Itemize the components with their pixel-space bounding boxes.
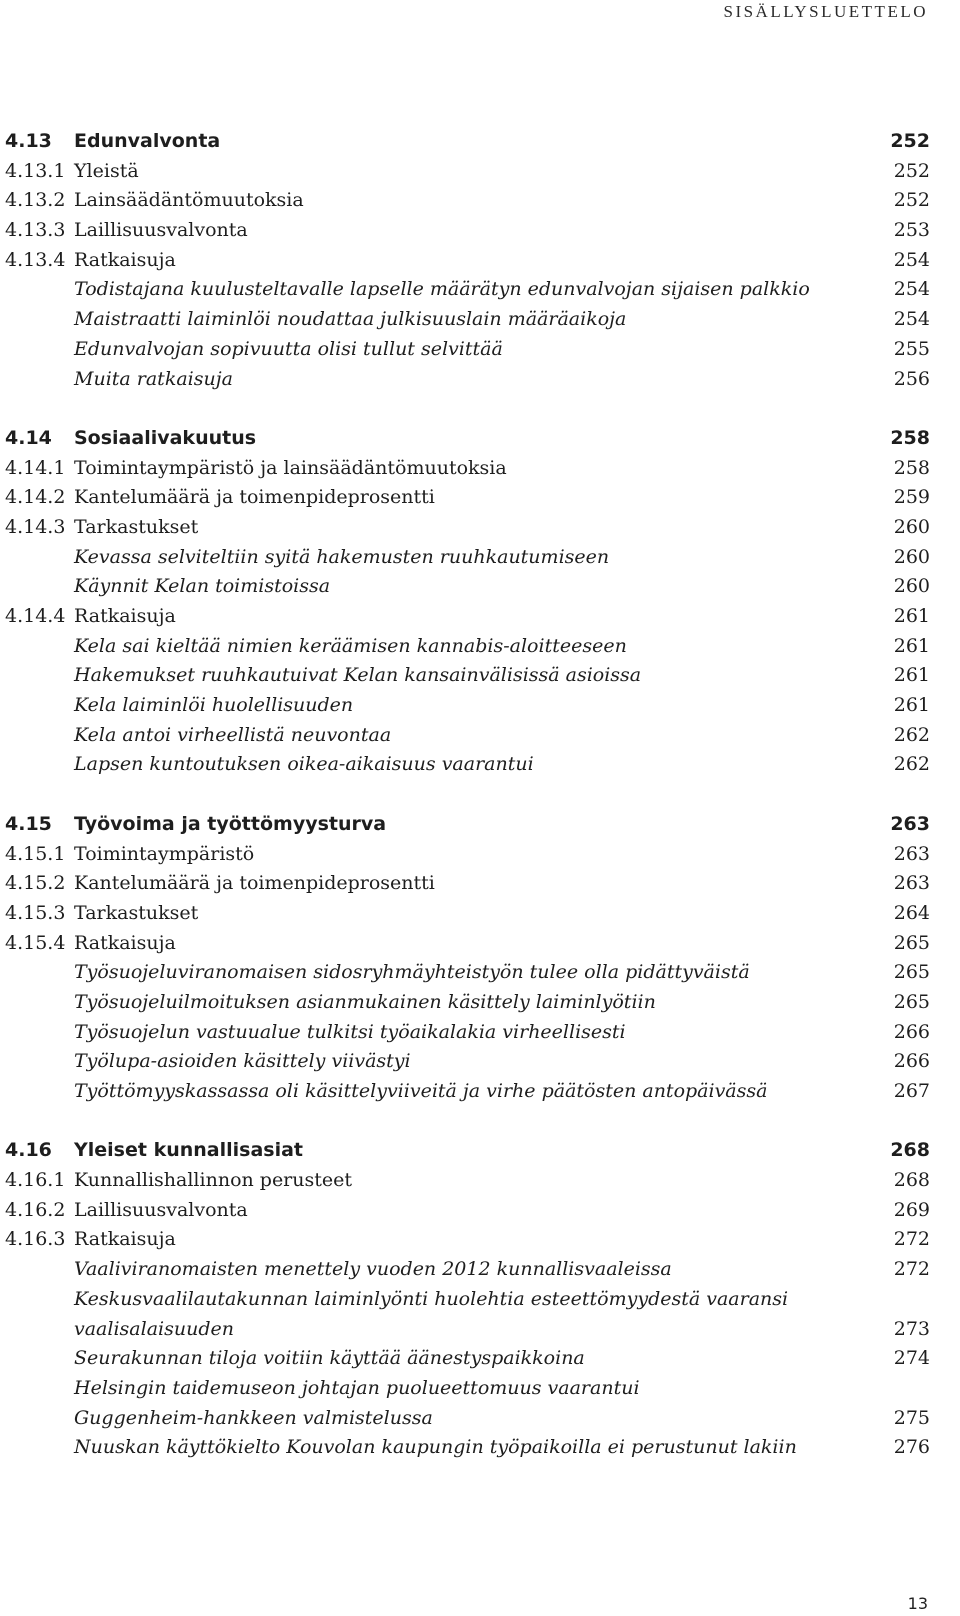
toc-title: Kela laiminlöi huolellisuuden [74,694,354,717]
toc-title: Edunvalvonta [74,130,221,152]
toc-item-row [5,1374,930,1404]
toc-title: Helsingin taidemuseon johtajan puolueettomuus vaarantui [74,1376,640,1399]
toc-page-number: 262 [893,723,930,746]
toc-title: Yleiset kunnallisasiat [74,1139,303,1162]
toc-page-number: 261 [893,694,930,717]
toc-item-row [5,1285,930,1315]
toc-item-row [5,335,930,365]
toc-number: 4.16.2 [5,1198,66,1221]
toc-title: Kela antoi virheellistä neuvontaa [74,723,392,746]
toc-page-number: 273 [893,1317,930,1340]
toc-page-number: 260 [893,575,930,598]
toc-sub-row [5,869,930,899]
toc-title: Tarkastukset [74,515,199,538]
toc-title: Ratkaisuja [74,605,176,627]
toc-page-number: 261 [893,664,930,687]
toc-item-row [5,1404,930,1434]
toc-title: Lainsäädäntömuutoksia [74,189,304,212]
toc-title: Hakemukset ruuhkautuivat Kelan kansainvälisissä asioissa [74,664,642,687]
toc-page-number: 258 [893,456,930,479]
toc-number: 4.14.4 [5,605,66,627]
table-of-contents [5,127,930,1463]
toc-item-row [5,691,930,721]
toc-page-number: 275 [893,1406,930,1429]
toc-title: Kantelumäärä ja toimenpideprosentti [74,872,435,895]
toc-title: Maistraatti laiminlöi noudattaa julkisuuslain määräaikoja [74,308,627,331]
toc-title: Laillisuusvalvonta [74,1198,248,1221]
toc-number: 4.15.2 [5,872,66,895]
toc-page-number: 254 [893,308,930,331]
toc-page-number: 259 [893,486,930,509]
toc-item-row [5,750,930,780]
toc-number: 4.16.3 [5,1228,66,1251]
toc-title: Seurakunnan tiloja voitiin käyttää äänestyspaikkoina [74,1347,585,1370]
toc-page-number: 256 [893,367,930,390]
toc-item-row [5,721,930,751]
toc-page-number: 253 [893,219,930,242]
toc-number: 4.14.2 [5,486,66,509]
toc-gap [5,780,930,810]
toc-item-row [5,1344,930,1374]
toc-sub-row [5,899,930,929]
toc-page-number: 265 [893,990,930,1013]
toc-item-row [5,1018,930,1048]
toc-page-number: 265 [893,931,930,954]
toc-number: 4.14.1 [5,456,66,479]
toc-title: Ratkaisuja [74,931,176,954]
toc-page-number: 263 [890,812,930,835]
toc-number: 4.14 [5,426,52,449]
toc-sub-row [5,216,930,246]
toc-number: 4.16 [5,1139,52,1162]
toc-page-number: 267 [893,1080,930,1102]
toc-title: Toimintaympäristö ja lainsäädäntömuutoksia [74,456,507,479]
toc-title: Edunvalvojan sopivuutta olisi tullut selvittää [74,337,503,360]
toc-page-number: 268 [890,1139,930,1162]
toc-item-row [5,305,930,335]
toc-sub-row [5,186,930,216]
toc-page-number: 261 [893,605,930,627]
toc-page-number: 255 [893,337,930,360]
toc-page-number: 260 [893,545,930,568]
toc-page-number: 252 [893,159,930,182]
toc-page-number: 269 [893,1198,930,1221]
toc-page-number: 272 [893,1228,930,1251]
toc-number: 4.15.3 [5,901,66,924]
toc-item-row [5,572,930,602]
toc-page-number: 264 [893,901,930,924]
toc-title: Toimintaympäristö [74,842,255,865]
toc-sub-row [5,513,930,543]
toc-number: 4.13.2 [5,189,66,212]
toc-section-row [5,424,930,454]
toc-item-row [5,1077,930,1107]
toc-number: 4.14.3 [5,515,66,538]
toc-page-number: 263 [893,842,930,865]
toc-item-row [5,365,930,395]
toc-page-number: 254 [893,278,930,301]
toc-page-number: 272 [893,1258,930,1281]
toc-item-row [5,661,930,691]
toc-title: Työlupa-asioiden käsittely viivästyi [74,1050,411,1073]
toc-number: 4.15 [5,812,52,835]
toc-title: Työttömyyskassassa oli käsittelyviiveitä ja virhe päätösten antopäivässä [74,1080,768,1102]
toc-title: Muita ratkaisuja [74,367,233,390]
toc-title: Tarkastukset [74,901,199,924]
toc-title: Työsuojeluilmoituksen asianmukainen käsittely laiminlyötiin [74,990,656,1013]
toc-page-number: 266 [893,1050,930,1073]
toc-page-number: 260 [893,515,930,538]
toc-title: Kevassa selviteltiin syitä hakemusten ruuhkautumiseen [74,545,610,568]
toc-sub-row [5,1225,930,1255]
toc-title: Sosiaalivakuutus [74,426,257,449]
toc-title: Keskusvaalilautakunnan laiminlyönti huolehtia esteettömyydestä vaaransi [74,1287,789,1310]
toc-section-row [5,127,930,157]
toc-number: 4.13 [5,130,52,152]
toc-number: 4.13.3 [5,219,66,242]
toc-title: Laillisuusvalvonta [74,219,248,242]
toc-number: 4.15.4 [5,931,66,954]
toc-number: 4.13.4 [5,248,66,271]
toc-page-number: 254 [893,248,930,271]
toc-item-row [5,988,930,1018]
toc-sub-row [5,483,930,513]
toc-page-number: 263 [893,872,930,895]
toc-title: Kunnallishallinnon perusteet [74,1169,353,1192]
toc-title: Työsuojelun vastuualue tulkitsi työaikalakia virheellisesti [74,1020,626,1043]
toc-title: Ratkaisuja [74,1228,176,1251]
toc-page-number: 274 [893,1347,930,1370]
toc-page-number: 276 [893,1436,930,1459]
toc-sub-row [5,602,930,632]
toc-number: 4.15.1 [5,842,66,865]
toc-sub-row [5,454,930,484]
toc-number: 4.13.1 [5,159,66,182]
toc-item-row [5,275,930,305]
toc-item-row [5,1315,930,1345]
toc-item-row [5,543,930,573]
toc-page-number: 261 [893,634,930,657]
toc-page-number: 268 [893,1169,930,1192]
toc-title: Kantelumäärä ja toimenpideprosentti [74,486,435,509]
toc-title: Ratkaisuja [74,248,176,271]
toc-page-number: 252 [890,130,930,152]
toc-page-number: 265 [893,961,930,984]
toc-title: Guggenheim-hankkeen valmistelussa [74,1406,433,1429]
toc-sub-row [5,157,930,187]
toc-item-row [5,632,930,662]
toc-item-row [5,1047,930,1077]
toc-gap [5,394,930,424]
running-head: SISÄLLYSLUETTELO [723,2,928,21]
toc-sub-row [5,1196,930,1226]
toc-page-number: 258 [890,426,930,449]
toc-title: Vaaliviranomaisten menettely vuoden 2012 kunnallisvaaleissa [74,1258,672,1281]
toc-title: Todistajana kuulusteltavalle lapselle määrätyn edunvalvojan sijaisen palkkio [74,278,810,301]
toc-sub-row [5,246,930,276]
toc-page-number: 266 [893,1020,930,1043]
toc-title: Työsuojeluviranomaisen sidosryhmäyhteistyön tulee olla pidättyväistä [74,961,750,984]
toc-sub-row [5,1166,930,1196]
toc-sub-row [5,929,930,959]
toc-title: Lapsen kuntoutuksen oikea-aikaisuus vaarantui [74,753,534,776]
toc-item-row [5,1433,930,1463]
toc-number: 4.16.1 [5,1169,66,1192]
toc-gap [5,1107,930,1137]
toc-title: Työvoima ja työttömyysturva [74,812,387,835]
toc-title: Nuuskan käyttökielto Kouvolan kaupungin työpaikoilla ei perustunut lakiin [74,1436,797,1459]
toc-title: vaalisalaisuuden [74,1317,234,1340]
toc-title: Yleistä [74,159,139,182]
toc-title: Kela sai kieltää nimien keräämisen kannabis-aloitteeseen [74,634,627,657]
toc-section-row [5,1136,930,1166]
toc-sub-row [5,840,930,870]
toc-page-number: 252 [893,189,930,212]
toc-item-row [5,1255,930,1285]
toc-page-number: 262 [893,753,930,776]
page-number: 13 [907,1594,928,1613]
toc-item-row [5,958,930,988]
toc-title: Käynnit Kelan toimistoissa [74,575,331,598]
toc-section-row [5,810,930,840]
